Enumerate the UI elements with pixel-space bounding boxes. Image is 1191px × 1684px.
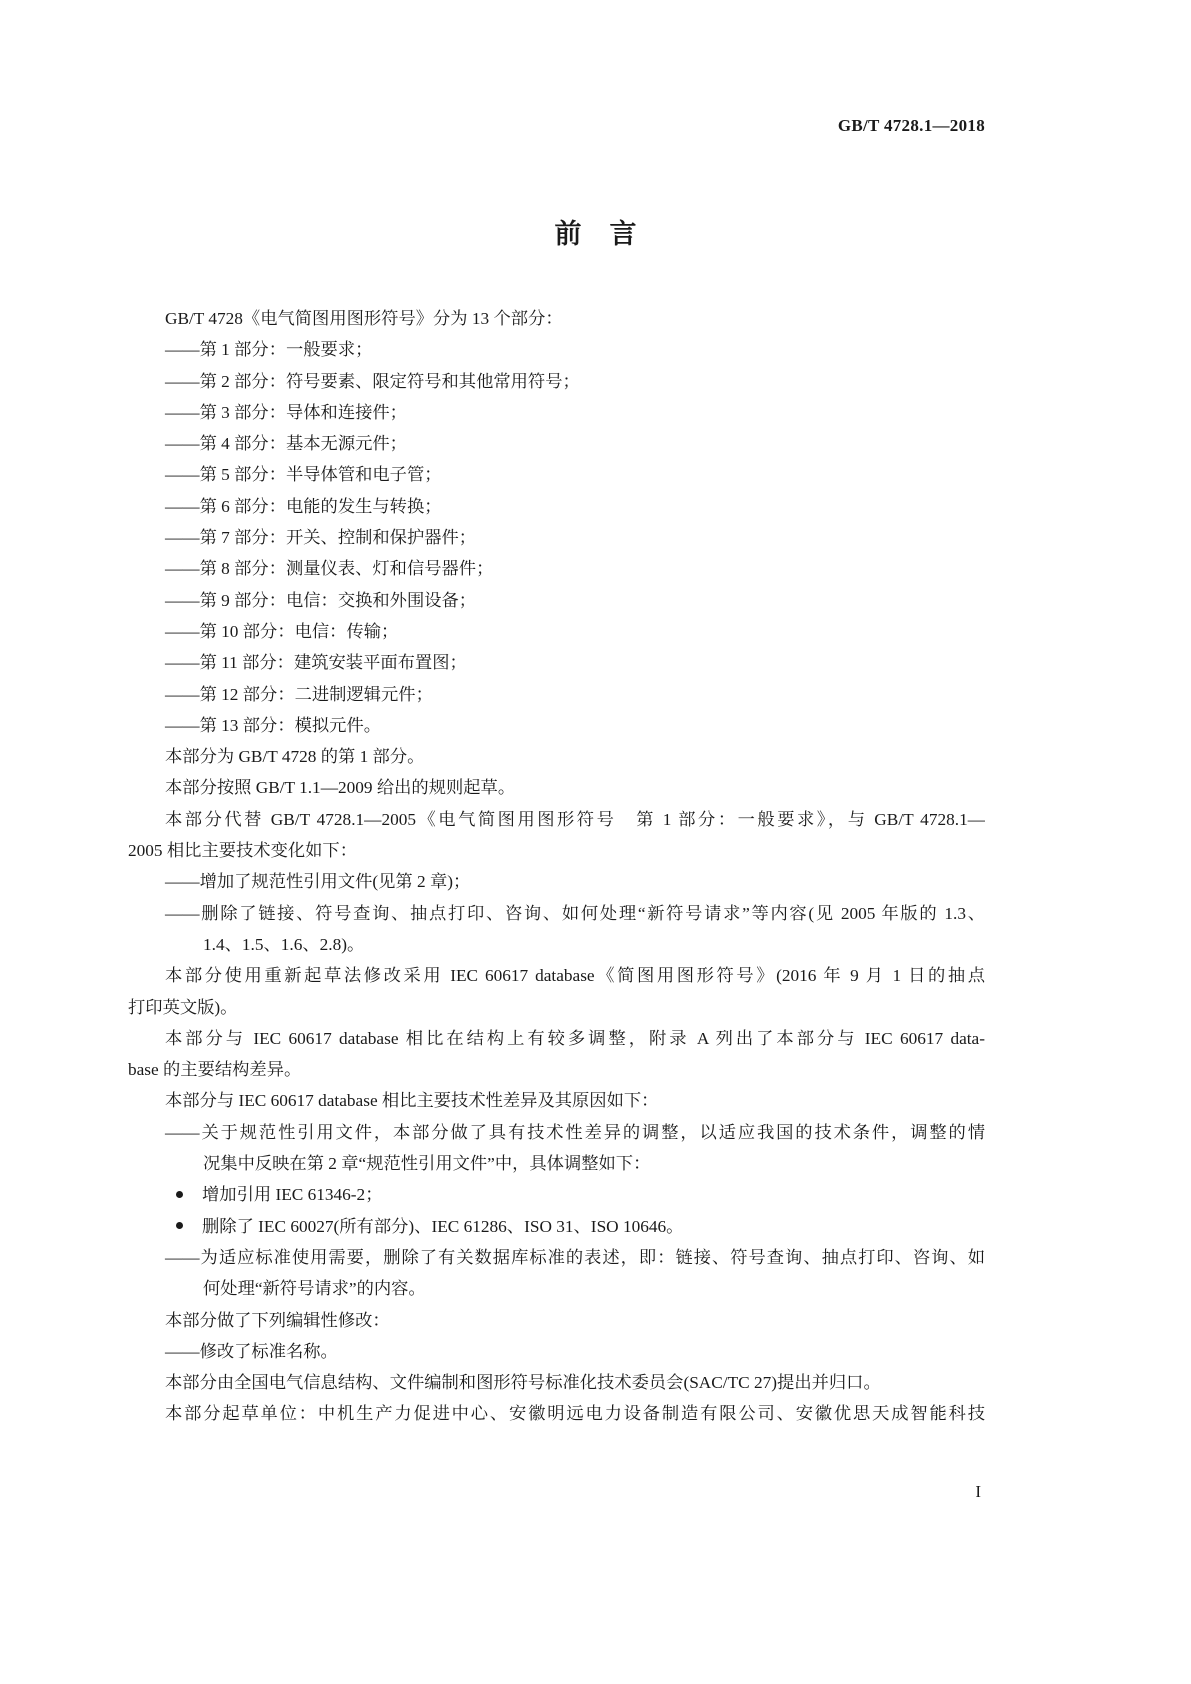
dash-list-line [128, 428, 985, 459]
line-text: ——第 10 部分：电信：传输； [165, 621, 399, 641]
line-text: ——第 2 部分：符号要素、限定符号和其他常用符号； [165, 371, 580, 391]
line-text: ——第 6 部分：电能的发生与转换； [165, 496, 442, 516]
paragraph-line [128, 772, 985, 803]
line-text: 增加引用 IEC 61346-2； [202, 1185, 383, 1205]
dash-list-line [128, 616, 985, 647]
line-text: 本部分代替 GB/T 4728.1—2005《电气简图用图形符号 第 1 部分：一般要求》，与 GB/T 4728.1— [165, 809, 985, 829]
paragraph-line [128, 1054, 985, 1085]
line-text: ——第 12 部分：二进制逻辑元件； [165, 684, 433, 704]
dash-list-line [128, 929, 985, 960]
line-text: 本部分由全国电气信息结构、文件编制和图形符号标准化技术委员会(SAC/TC 27)提出并归口。 [165, 1373, 881, 1393]
dash-list-line [128, 1273, 985, 1304]
dash-list-line [128, 866, 985, 897]
dash-list-line [128, 459, 985, 490]
paragraph-line [128, 303, 985, 334]
line-text: ——增加了规范性引用文件(见第 2 章)； [165, 872, 471, 892]
line-text: 本部分做了下列编辑性修改： [165, 1310, 390, 1330]
line-text: ——删除了链接、符号查询、抽点打印、咨询、如何处理“新符号请求”等内容(见 2005 年版的 1.3、 [165, 903, 985, 923]
line-text: 2005 相比主要技术变化如下： [128, 841, 357, 861]
line-text: base 的主要结构差异。 [128, 1060, 302, 1080]
dash-list-line [128, 679, 985, 710]
line-text: ——第 5 部分：半导体管和电子管； [165, 465, 442, 485]
line-text: 本部分为 GB/T 4728 的第 1 部分。 [165, 747, 425, 767]
bullet-icon [176, 1222, 183, 1229]
paragraph-line [128, 1085, 985, 1116]
line-text: 况集中反映在第 2 章“规范性引用文件”中，具体调整如下： [203, 1154, 651, 1174]
paragraph-line [128, 1398, 985, 1429]
paragraph-line [128, 1023, 985, 1054]
dash-list-line [128, 1242, 985, 1273]
line-text: ——第 9 部分：电信：交换和外围设备； [165, 590, 477, 610]
line-text: 本部分按照 GB/T 1.1—2009 给出的规则起草。 [165, 778, 516, 798]
line-text: 1.4、1.5、1.6、2.8)。 [203, 934, 365, 954]
paragraph-line [128, 992, 985, 1023]
dash-list-line [128, 1336, 985, 1367]
page-number: I [975, 1482, 981, 1501]
dash-list-line [128, 366, 985, 397]
line-text: ——第 8 部分：测量仪表、灯和信号器件； [165, 559, 494, 579]
page-title: 前言 [554, 219, 665, 249]
dash-list-line [128, 585, 985, 616]
line-text: ——关于规范性引用文件，本部分做了具有技术性差异的调整，以适应我国的技术条件，调整的情 [165, 1122, 985, 1142]
line-text: ——第 7 部分：开关、控制和保护器件； [165, 528, 477, 548]
line-text: 本部分与 IEC 60617 database 相比主要技术性差异及其原因如下： [165, 1091, 659, 1111]
line-text: ——修改了标准名称。 [165, 1341, 338, 1361]
paragraph-line [128, 835, 985, 866]
line-text: ——第 13 部分：模拟元件。 [165, 715, 382, 735]
line-text: ——为适应标准使用需要，删除了有关数据库标准的表述，即：链接、符号查询、抽点打印、咨询、如 [165, 1247, 985, 1267]
paragraph-line [128, 1305, 985, 1336]
standard-number-header: GB/T 4728.1—2018 [837, 116, 985, 135]
dash-list-line [128, 334, 985, 365]
bullet-item [128, 1179, 985, 1210]
dash-list-line [128, 397, 985, 428]
line-text: ——第 11 部分：建筑安装平面布置图； [165, 653, 467, 673]
bullet-item [128, 1211, 985, 1242]
line-text: 删除了 IEC 60027(所有部分)、IEC 61286、ISO 31、ISO 10646。 [202, 1216, 684, 1236]
line-text: 何处理“新符号请求”的内容。 [203, 1279, 426, 1299]
dash-list-line [128, 491, 985, 522]
line-text: ——第 3 部分：导体和连接件； [165, 402, 407, 422]
dash-list-line [128, 710, 985, 741]
paragraph-line [128, 1367, 985, 1398]
line-text: 打印英文版)。 [128, 997, 238, 1017]
paragraph-line [128, 741, 985, 772]
line-text: ——第 4 部分：基本无源元件； [165, 434, 407, 454]
line-text: 本部分起草单位：中机生产力促进中心、安徽明远电力设备制造有限公司、安徽优思天成智能科技 [165, 1404, 985, 1424]
bullet-icon [176, 1191, 183, 1198]
paragraph-line [128, 960, 985, 991]
line-text: ——第 1 部分：一般要求； [165, 340, 373, 360]
line-text: 本部分使用重新起草法修改采用 IEC 60617 database《简图用图形符号》(2016 年 9 月 1 日的抽点 [165, 966, 985, 986]
line-text: GB/T 4728《电气简图用图形符号》分为 13 个部分： [165, 309, 563, 328]
dash-list-line [128, 522, 985, 553]
dash-list-line [128, 898, 985, 929]
dash-list-line [128, 553, 985, 584]
dash-list-line [128, 1117, 985, 1148]
dash-list-line [128, 647, 985, 678]
foreword-body [128, 303, 985, 1430]
dash-list-line [128, 1148, 985, 1179]
line-text: 本部分与 IEC 60617 database 相比在结构上有较多调整，附录 A 列出了本部分与 IEC 60617 data- [165, 1028, 985, 1048]
paragraph-line [128, 804, 985, 835]
